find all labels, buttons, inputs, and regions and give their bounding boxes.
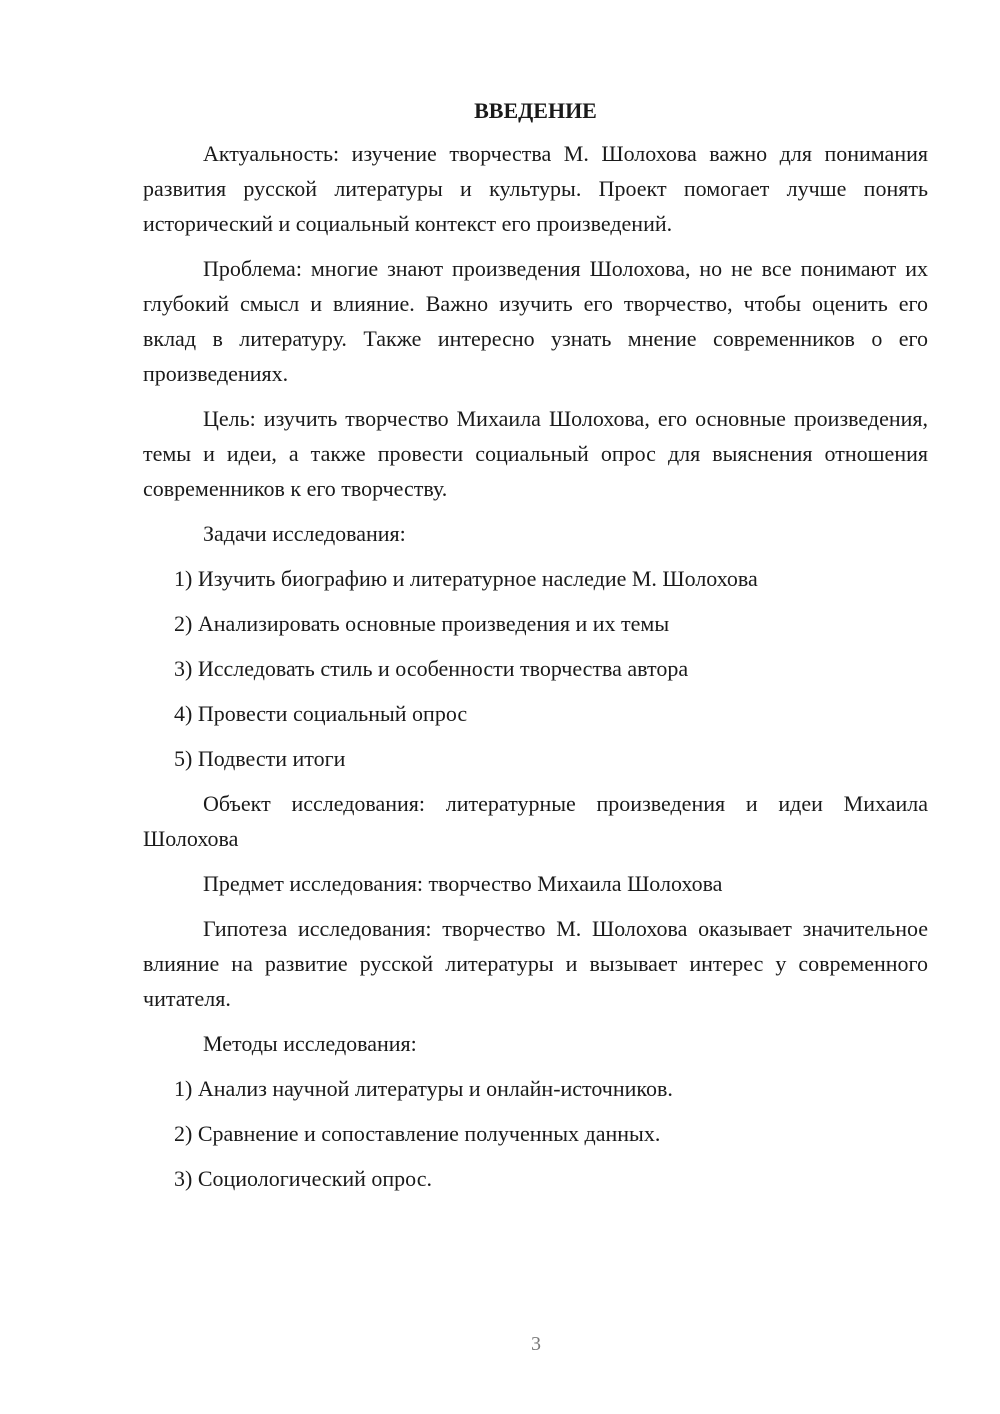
methods-list (143, 1071, 928, 1196)
subject-paragraph: Предмет исследования: творчество Михаила Шолохова (203, 871, 723, 896)
goal-paragraph: Цель: изучить творчество Михаила Шолохова, его основные произведения, темы и идеи, а также провести социальный опрос для выяснения отношения современников к его творчеству. (143, 406, 928, 501)
tasks-list (143, 561, 928, 776)
method-item: 3) Социологический опрос. (174, 1166, 432, 1191)
task-item: 1) Изучить биографию и литературное наследие М. Шолохова (174, 566, 758, 591)
relevance-paragraph: Актуальность: изучение творчества М. Шолохова важно для понимания развития русской литературы и культуры. Проект помогает лучше понять исторический и социальный контекст его произведений. (143, 141, 928, 236)
task-item: 4) Провести социальный опрос (174, 701, 468, 726)
task-item: 3) Исследовать стиль и особенности творчества автора (174, 656, 689, 681)
task-item: 5) Подвести итоги (174, 746, 346, 771)
page-number: 3 (531, 1333, 541, 1355)
object-paragraph: Объект исследования: литературные произведения и идеи Михаила Шолохова (143, 791, 928, 851)
method-item: 2) Сравнение и сопоставление полученных данных. (174, 1121, 661, 1146)
task-item: 2) Анализировать основные произведения и их темы (174, 611, 670, 636)
problem-paragraph: Проблема: многие знают произведения Шолохова, но не все понимают их глубокий смысл и влияние. Важно изучить его творчество, чтобы оценить его вклад в литературу. Также интересно узнать мнение современников о его произведениях. (143, 256, 928, 386)
tasks-heading: Задачи исследования: (203, 521, 406, 546)
methods-heading: Методы исследования: (203, 1031, 417, 1056)
section-title: ВВЕДЕНИЕ (474, 98, 597, 123)
method-item: 1) Анализ научной литературы и онлайн-источников. (174, 1076, 673, 1101)
page-content (143, 96, 928, 1206)
hypothesis-paragraph: Гипотеза исследования: творчество М. Шолохова оказывает значительное влияние на развитие русской литературы и вызывает интерес у современного читателя. (143, 916, 928, 1011)
